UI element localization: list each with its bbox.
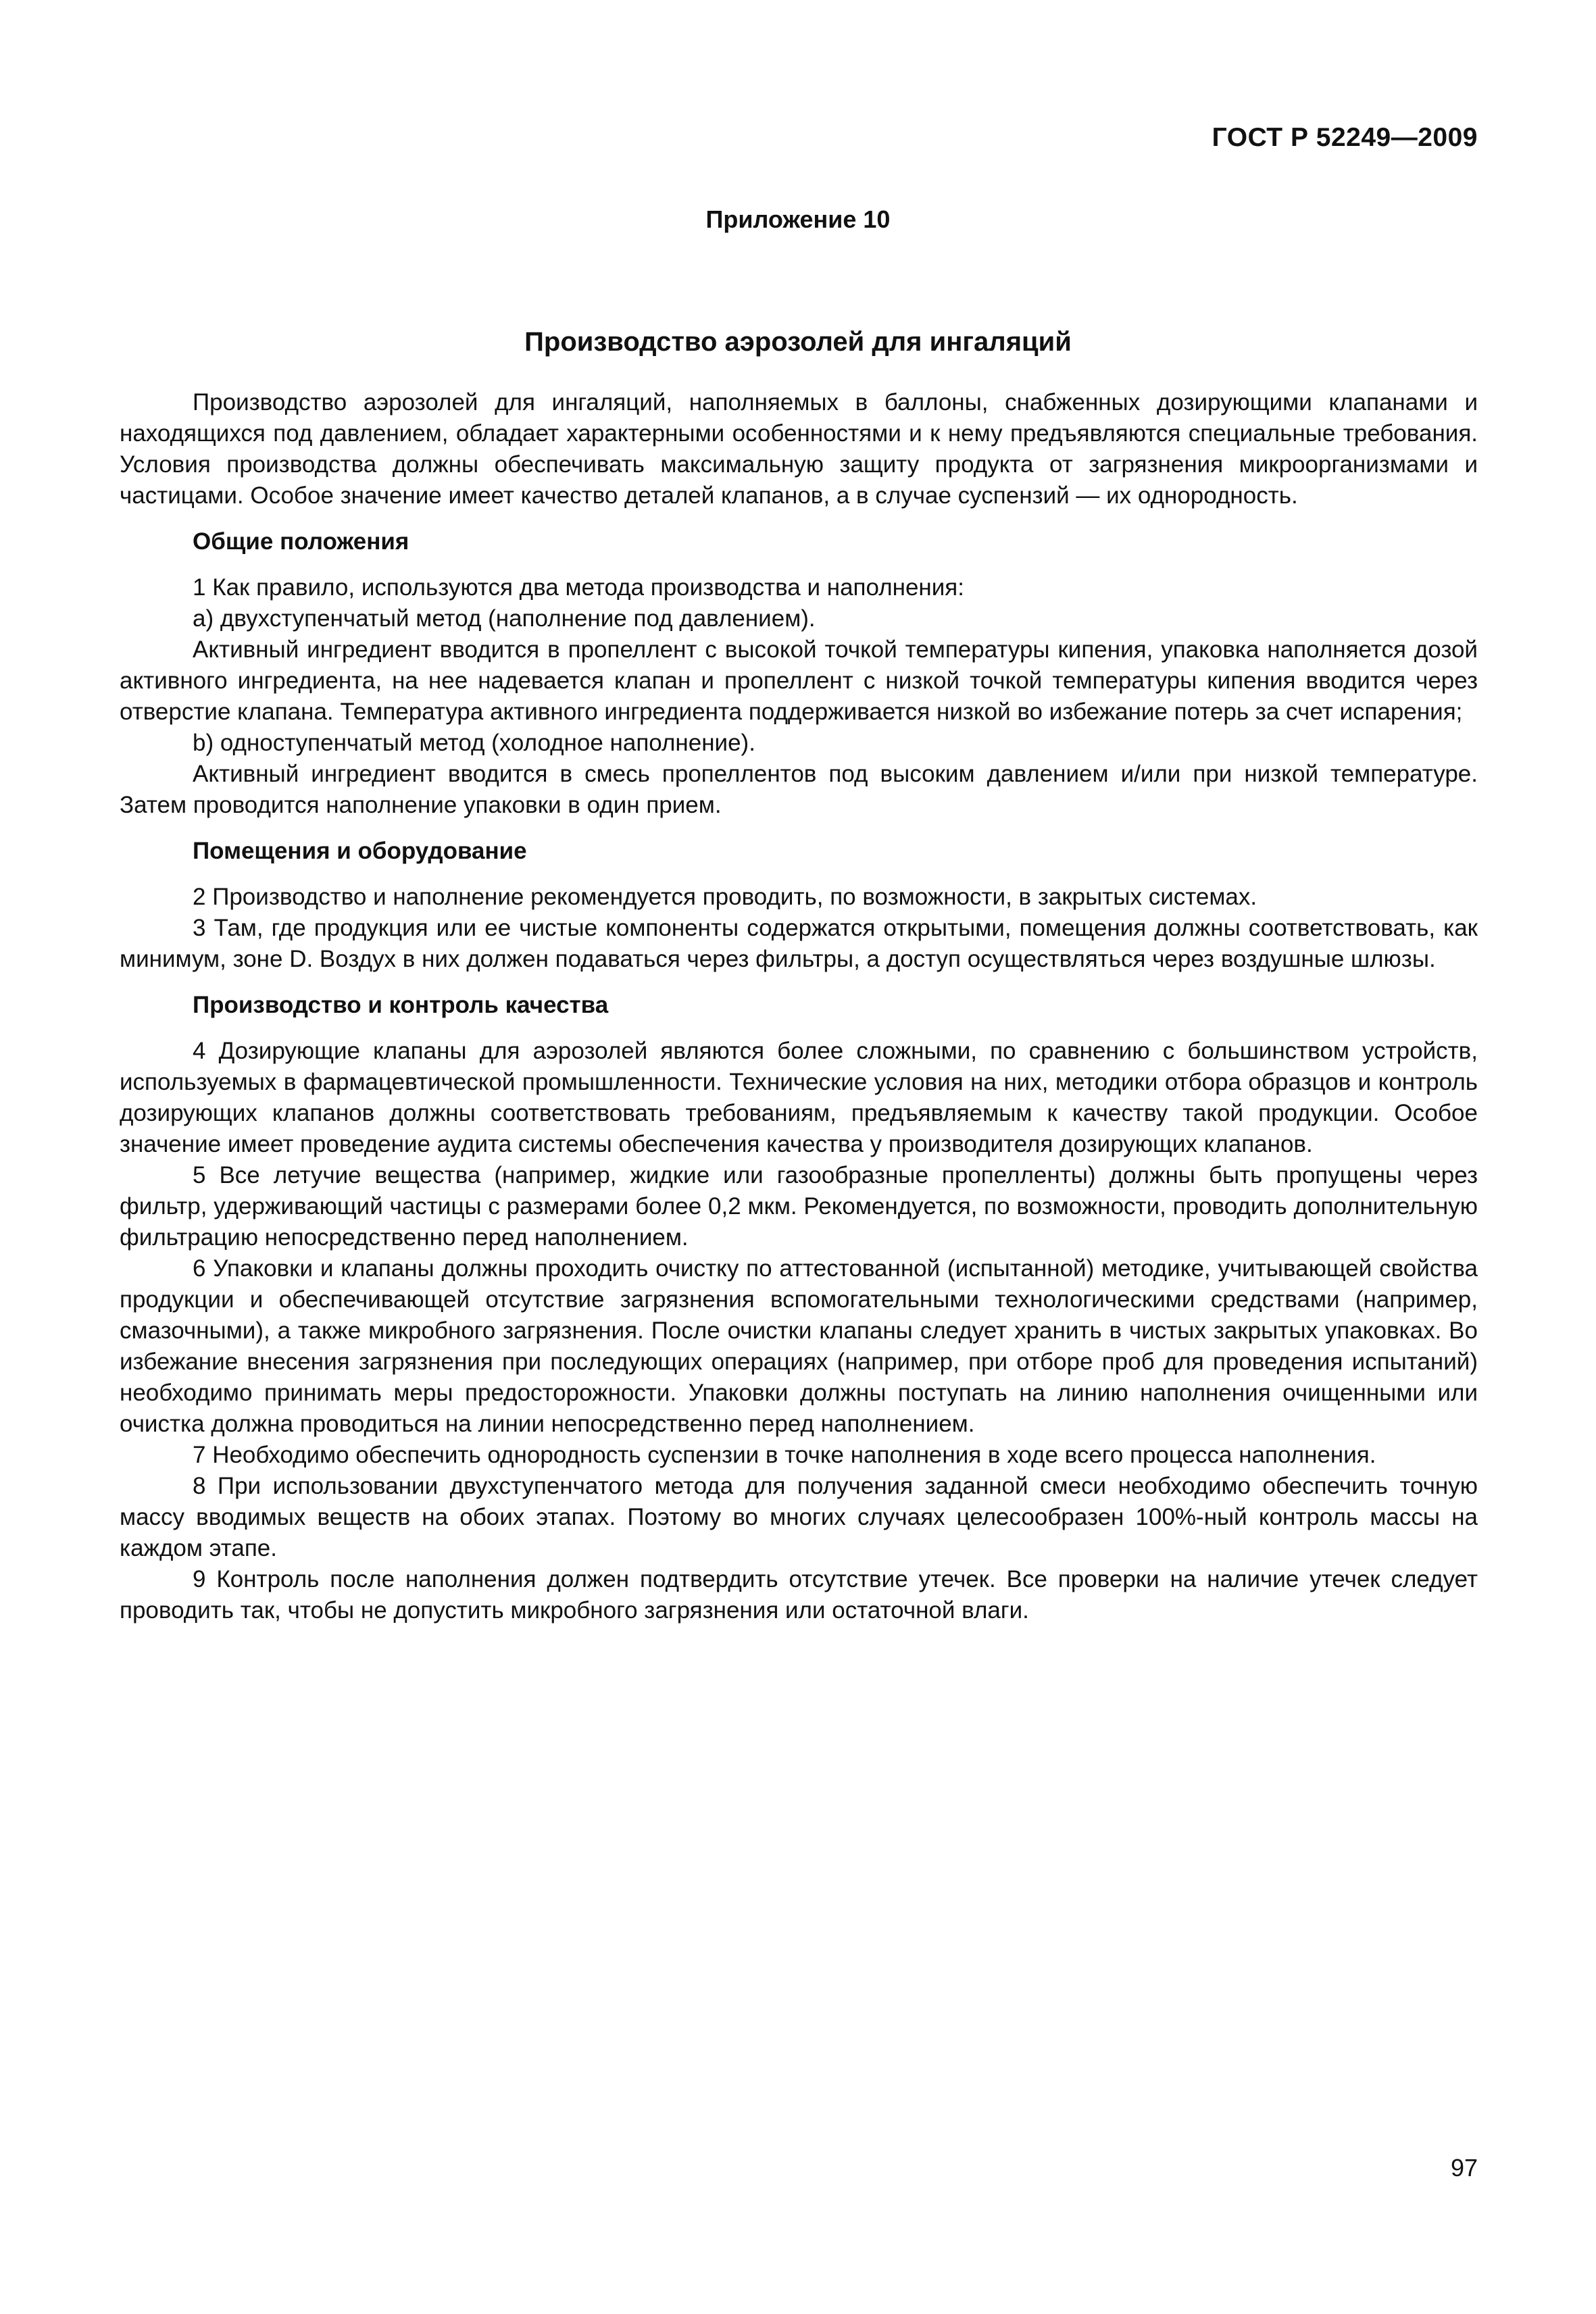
page-number: 97 bbox=[1450, 2154, 1478, 2182]
paragraph: b) одноступенчатый метод (холодное наполнение). bbox=[193, 730, 755, 756]
document-code: ГОСТ Р 52249—2009 bbox=[1212, 123, 1478, 152]
section-title: Производство аэрозолей для ингаляций bbox=[524, 327, 1072, 357]
document-body bbox=[120, 387, 1478, 1626]
section-heading: Помещения и оборудование bbox=[193, 838, 527, 864]
section-heading: Производство и контроль качества bbox=[193, 992, 609, 1018]
paragraph: 6 Упаковки и клапаны должны проходить очистку по аттестованной (испытанной) методике, учитывающей свойства продукции и обеспечивающей отсутствие загрязнения вспомогательными технологическими средствами (например, смазочными), а также микробного загрязнения. После очистки клапаны следует хранить в чистых закрытых упаковках. Во избежание внесения загрязнения при последующих операциях (например, при отборе проб для проведения испытаний) необходимо принимать меры предосторожности. Упаковки должны поступать на линию наполнения очищенными или очистка должна проводиться на линии непосредственно перед наполнением. bbox=[120, 1255, 1478, 1437]
paragraph: a) двухступенчатый метод (наполнение под давлением). bbox=[193, 605, 816, 632]
paragraph: Активный ингредиент вводится в пропеллент с высокой точкой температуры кипения, упаковка наполняется дозой активного ингредиента, на нее надевается клапан и пропеллент с низкой точкой температуры кипения вводится через отверстие клапана. Температура активного ингредиента поддерживается низкой во избежание потерь за счет испарения; bbox=[120, 636, 1478, 725]
paragraph: 7 Необходимо обеспечить однородность суспензии в точке наполнения в ходе всего процесса наполнения. bbox=[193, 1442, 1376, 1468]
paragraph: 4 Дозирующие клапаны для аэрозолей являются более сложными, по сравнению с большинством устройств, используемых в фармацевтической промышленности. Технические условия на них, методики отбора образцов и контроль дозирующих клапанов должны соответствовать требованиям, предъявляемым к качеству такой продукции. Особое значение имеет проведение аудита системы обеспечения качества у производителя дозирующих клапанов. bbox=[120, 1038, 1478, 1157]
paragraph: 1 Как правило, используются два метода производства и наполнения: bbox=[193, 574, 964, 601]
paragraph: 2 Производство и наполнение рекомендуется проводить, по возможности, в закрытых системах. bbox=[193, 884, 1257, 910]
paragraph: Активный ингредиент вводится в смесь пропеллентов под высоким давлением и/или при низкой температуре. Затем проводится наполнение упаковки в один прием. bbox=[120, 761, 1478, 818]
section-heading: Общие положения bbox=[193, 528, 409, 555]
paragraph: 8 При использовании двухступенчатого метода для получения заданной смеси необходимо обеспечить точную массу вводимых веществ на обоих этапах. Поэтому во многих случаях целесообразен 100%-ный контроль массы на каждом этапе. bbox=[120, 1473, 1478, 1561]
intro-paragraph: Производство аэрозолей для ингаляций, наполняемых в баллоны, снабженных дозирующими клапанами и находящихся под давлением, обладает характерными особенностями и к нему предъявляются специальные требования. Условия производства должны обеспечивать максимальную защиту продукта от загрязнения микроорганизмами и частицами. Особое значение имеет качество деталей клапанов, а в случае суспензий — их однородность. bbox=[120, 389, 1478, 509]
paragraph: 9 Контроль после наполнения должен подтвердить отсутствие утечек. Все проверки на наличие утечек следует проводить так, чтобы не допустить микробного загрязнения или остаточной влаги. bbox=[120, 1566, 1478, 1624]
paragraph: 3 Там, где продукция или ее чистые компоненты содержатся открытыми, помещения должны соответствовать, как минимум, зоне D. Воздух в них должен подаваться через фильтры, а доступ осуществляться через воздушные шлюзы. bbox=[120, 915, 1478, 972]
paragraph: 5 Все летучие вещества (например, жидкие или газообразные пропелленты) должны быть пропущены через фильтр, удерживающий частицы с размерами более 0,2 мкм. Рекомендуется, по возможности, проводить дополнительную фильтрацию непосредственно перед наполнением. bbox=[120, 1162, 1478, 1251]
appendix-label: Приложение 10 bbox=[705, 205, 891, 233]
